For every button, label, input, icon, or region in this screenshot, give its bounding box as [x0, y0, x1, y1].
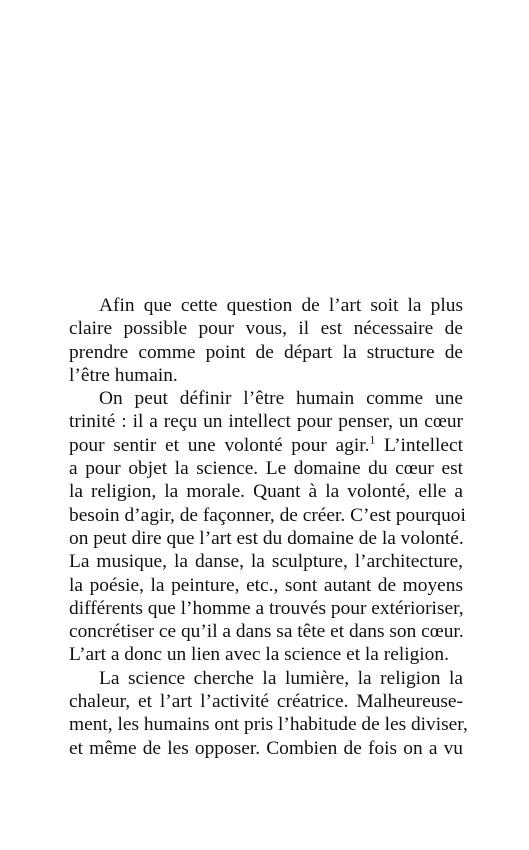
text-line: concrétiser ce qu’il a dans sa tête et dans son cœur. — [69, 621, 464, 643]
text-line-with-footnote — [69, 434, 463, 457]
paragraph-1 — [69, 294, 463, 387]
text-line: claire possible pour vous, il est nécessaire de — [69, 318, 463, 340]
text-segment: L’intellect — [375, 434, 463, 456]
text-line: différents que l’homme a trouvés pour extérioriser, — [69, 597, 464, 619]
text-line: L’art a donc un lien avec la science et la religion. — [69, 644, 449, 666]
text-line: chaleur, et l’art l’activité créatrice. Malheureuse- — [69, 691, 463, 713]
text-line: La science cherche la lumière, la religion la — [99, 667, 463, 689]
text-line: besoin d’agir, de façonner, de créer. C’est pourquoi — [69, 504, 466, 526]
text-line: et même de les opposer. Combien de fois on a vu — [69, 737, 463, 759]
text-line: Afin que cette question de l’art soit la plus — [99, 295, 463, 316]
text-line: ment, les humains ont pris l’habitude de les diviser, — [69, 714, 468, 736]
text-line: trinité : il a reçu un intellect pour penser, un cœur — [69, 411, 463, 433]
text-line: la poésie, la peinture, etc., sont autant de moyens — [69, 574, 463, 596]
text-line: a pour objet la science. Le domaine du cœur est — [69, 458, 463, 480]
paragraph-2 — [69, 387, 466, 667]
text-line: La musique, la danse, la sculpture, l’architecture, — [69, 551, 463, 573]
text-line: l’être humain. — [69, 364, 178, 386]
text-line: on peut dire que l’art est du domaine de la volonté. — [69, 527, 464, 549]
text-segment: pour sentir et une volonté pour agir. — [69, 434, 370, 456]
text-line: la religion, la morale. Quant à la volonté, elle a — [69, 481, 463, 503]
text-line: prendre comme point de départ la structure de — [69, 341, 463, 363]
text-line: On peut définir l’être humain comme une — [99, 388, 463, 410]
body-text — [69, 294, 468, 760]
paragraph-3 — [69, 667, 468, 760]
footnote-marker[interactable]: 1 — [369, 433, 376, 447]
